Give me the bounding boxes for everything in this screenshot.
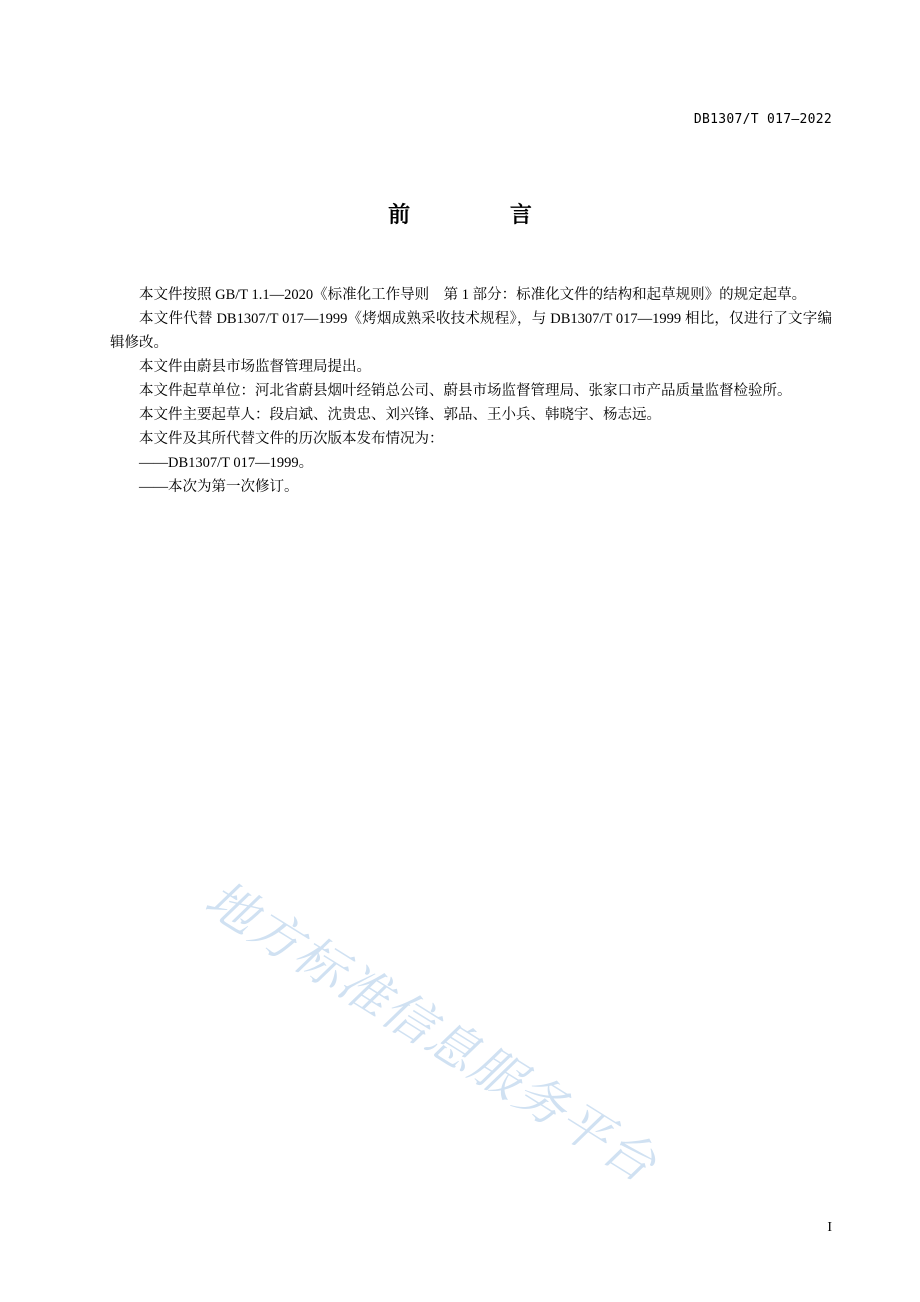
page-number: I <box>827 1220 832 1235</box>
list-item-previous-version: ——DB1307/T 017—1999。 <box>139 455 314 471</box>
paragraph-version-history: 本文件及其所代替文件的历次版本发布情况为： <box>139 431 444 447</box>
page-title: 前 言 <box>388 203 578 228</box>
foreword-body <box>110 283 832 499</box>
paragraph-replacement: 本文件代替 DB1307/T 017—1999《烤烟成熟采收技术规程》，与 DB1307/T 017—1999 相比，仅进行了文字编辑修改。 <box>110 311 832 351</box>
paragraph-drafters: 本文件主要起草人：段启斌、沈贵忠、刘兴锋、郭品、王小兵、韩晓宇、杨志远。 <box>139 407 661 423</box>
list-item-revision-note: ——本次为第一次修订。 <box>139 479 299 495</box>
paragraph-drafting-units: 本文件起草单位：河北省蔚县烟叶经销总公司、蔚县市场监督管理局、张家口市产品质量监督检验所。 <box>139 383 792 399</box>
paragraph-proposer: 本文件由蔚县市场监督管理局提出。 <box>139 359 371 375</box>
watermark: 地方标准信息服务平台 <box>195 869 668 1195</box>
document-code: DB1307/T 017—2022 <box>693 112 832 127</box>
paragraph-drafting-rules: 本文件按照 GB/T 1.1—2020《标准化工作导则 第 1 部分：标准化文件的结构和起草规则》的规定起草。 <box>139 287 807 303</box>
